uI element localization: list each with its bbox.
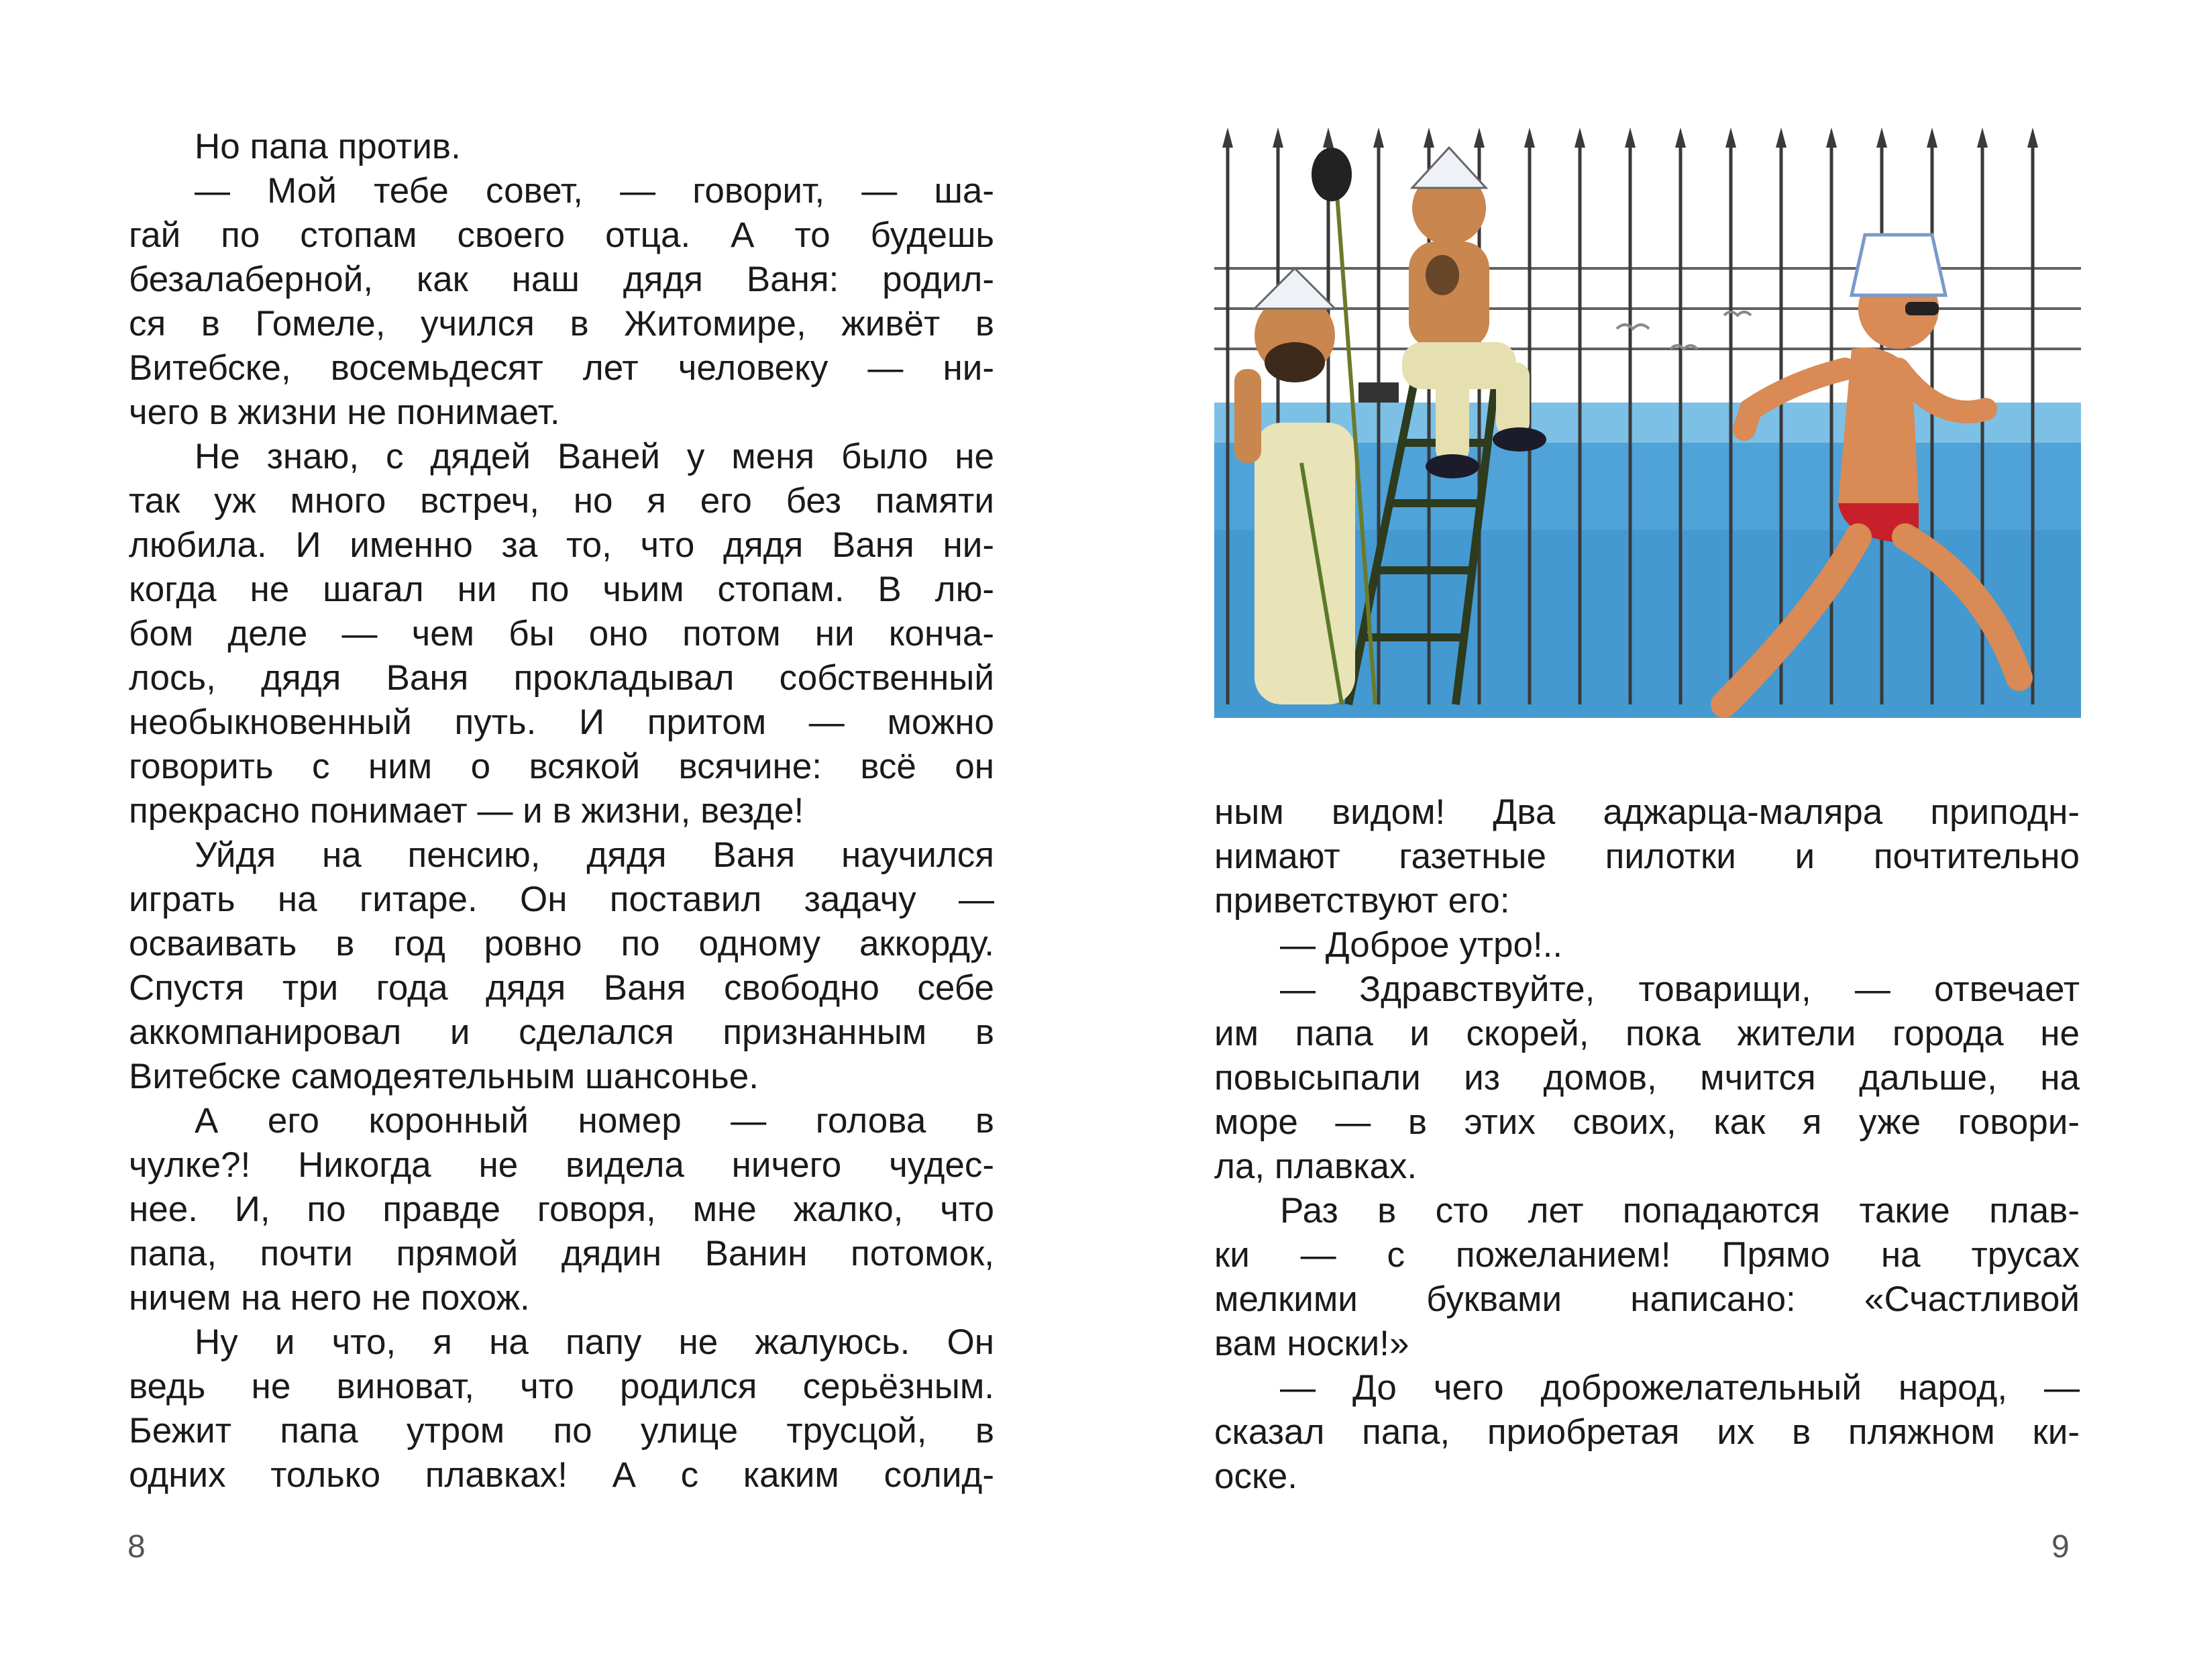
text-line: осваивать в год ровно по одному аккорду. bbox=[129, 924, 994, 963]
text-line: — Здравствуйте, товарищи, — отвечает bbox=[1280, 969, 2080, 1009]
right-page-text bbox=[1214, 790, 2080, 1499]
text-line: ведь не виноват, что родился серьёзным. bbox=[129, 1367, 994, 1406]
left-page-text bbox=[129, 125, 994, 1498]
text-line: ся в Гомеле, учился в Житомире, живёт в bbox=[129, 304, 994, 344]
text-line: ла, плавках. bbox=[1214, 1147, 1418, 1186]
text-line: бом деле — чем бы оно потом ни конча- bbox=[129, 614, 994, 653]
text-line: — Доброе утро!.. bbox=[1280, 925, 1563, 965]
text-line: вам носки!» bbox=[1214, 1324, 1409, 1363]
text-line: нимают газетные пилотки и почтительно bbox=[1214, 837, 2080, 876]
text-line: приветствуют его: bbox=[1214, 881, 1510, 921]
illustration bbox=[1214, 127, 2081, 718]
text-line: ничем на него не похож. bbox=[129, 1278, 530, 1318]
text-line: гай по стопам своего отца. А то будешь bbox=[129, 215, 994, 255]
text-line: ки — с пожеланием! Прямо на трусах bbox=[1214, 1235, 2080, 1275]
text-line: мелкими буквами написано: «Счастливой bbox=[1214, 1279, 2080, 1319]
text-line: Раз в сто лет попадаются такие плав- bbox=[1280, 1191, 2080, 1230]
text-line: папа, почти прямой дядин Ванин потомок, bbox=[129, 1234, 994, 1273]
painters-and-runner-illustration bbox=[1214, 127, 2081, 718]
text-line: повысыпали из домов, мчится дальше, на bbox=[1214, 1058, 2080, 1098]
text-line: Но папа против. bbox=[195, 127, 461, 166]
text-line: А его коронный номер — голова в bbox=[195, 1101, 994, 1141]
text-line: чего в жизни не понимает. bbox=[129, 392, 560, 432]
text-line: море — в этих своих, как я уже говори- bbox=[1214, 1102, 2080, 1142]
text-line: играть на гитаре. Он поставил задачу — bbox=[129, 880, 994, 919]
text-line: аккомпанировал и сделался признанным в bbox=[129, 1012, 994, 1052]
text-line: Витебске, восемьдесят лет человеку — ни- bbox=[129, 348, 994, 388]
text-line: Бежит папа утром по улице трусцой, в bbox=[129, 1411, 994, 1451]
text-line: оске. bbox=[1214, 1457, 1297, 1496]
text-line: чулке?! Никогда не видела ничего чудес- bbox=[129, 1145, 994, 1185]
text-line: говорить с ним о всякой всячине: всё он bbox=[129, 747, 994, 786]
text-line: Витебске самодеятельным шансонье. bbox=[129, 1057, 759, 1096]
right-page bbox=[1094, 0, 2187, 1680]
text-line: необыкновенный путь. И притом — можно bbox=[129, 702, 994, 742]
text-line: безалаберной, как наш дядя Ваня: родил- bbox=[129, 260, 994, 299]
text-line: любила. И именно за то, что дядя Ваня ни- bbox=[129, 525, 994, 565]
text-line: так уж много встреч, но я его без памяти bbox=[129, 481, 994, 521]
text-line: ным видом! Два аджарца-маляра приподн- bbox=[1214, 792, 2080, 832]
text-line: когда не шагал ни по чьим стопам. В лю- bbox=[129, 570, 994, 609]
text-line: им папа и скорей, пока жители города не bbox=[1214, 1014, 2080, 1053]
text-line: Не знаю, с дядей Ваней у меня было не bbox=[195, 437, 994, 476]
text-line: лось, дядя Ваня прокладывал собственный bbox=[129, 658, 994, 698]
page-number-right: 9 bbox=[2051, 1529, 2070, 1565]
text-line: — До чего доброжелательный народ, — bbox=[1280, 1368, 2080, 1408]
text-line: Ну и что, я на папу не жалуюсь. Он bbox=[195, 1322, 994, 1362]
text-line: — Мой тебе совет, — говорит, — ша- bbox=[195, 171, 994, 211]
text-line: сказал папа, приобретая их в пляжном ки- bbox=[1214, 1412, 2080, 1452]
text-line: одних только плавках! А с каким солид- bbox=[129, 1455, 994, 1495]
text-line: Спустя три года дядя Ваня свободно себе bbox=[129, 968, 994, 1008]
text-line: нее. И, по правде говоря, мне жалко, что bbox=[129, 1190, 994, 1229]
text-line: Уйдя на пенсию, дядя Ваня научился bbox=[195, 835, 994, 875]
text-line: прекрасно понимает — и в жизни, везде! bbox=[129, 791, 804, 831]
page-number-left: 8 bbox=[127, 1529, 146, 1565]
